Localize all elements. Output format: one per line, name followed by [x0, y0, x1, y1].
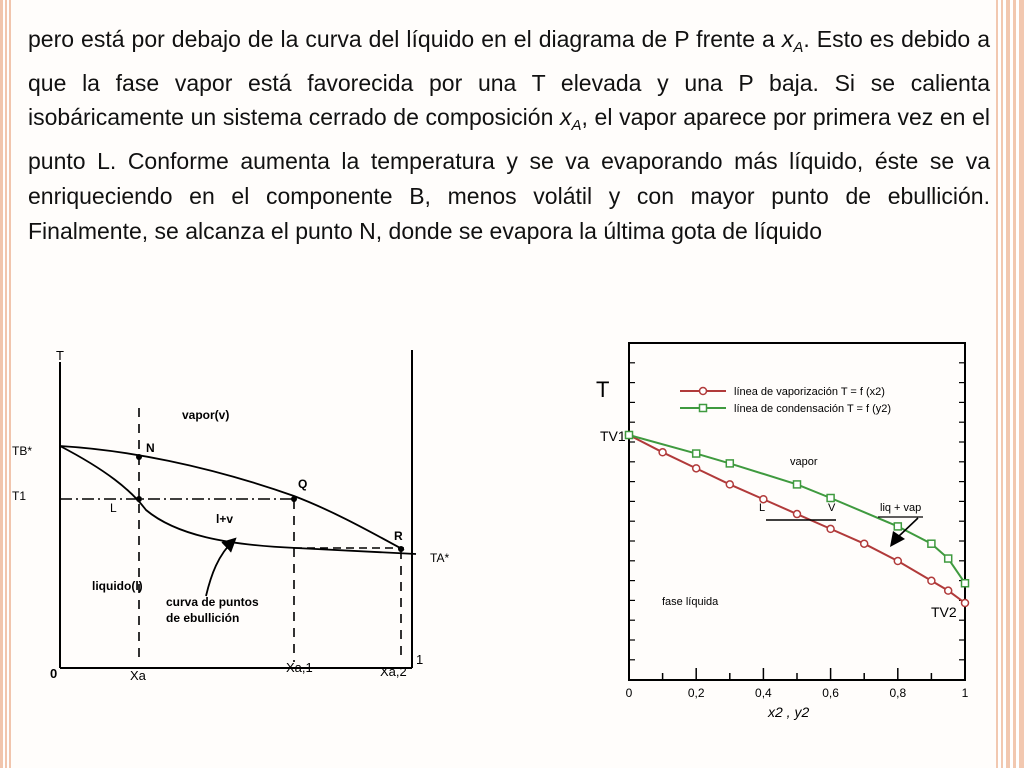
legend-marker-cond [700, 405, 707, 412]
composition-symbol: $x_A$ [781, 26, 804, 56]
data-point [659, 449, 666, 456]
xa1-label: Xa,1 [286, 660, 313, 675]
para-part-1: pero está por debajo de la curva del líquido en el diagrama de P frente a [28, 26, 782, 52]
data-point [861, 540, 868, 547]
l-label: L [759, 502, 766, 514]
y-axis-label: T [56, 348, 64, 363]
point-q [291, 496, 297, 502]
legend-label-cond: línea de condensación T = f (y2) [734, 403, 892, 415]
x-end-label: 1 [416, 652, 424, 667]
x-tick-label: 0,8 [889, 686, 907, 700]
legend-marker-vapor [700, 388, 707, 395]
data-point [726, 460, 733, 467]
para-part-2: . Esto es debido a que la fase vapor está favorecida por una T elevada y una P baja. Si se calienta isobáricamente un sistema cerrado de composición [28, 26, 990, 131]
composition-symbol-2: $x_A$ [560, 104, 582, 135]
caption-line1: curva de puntos [166, 595, 259, 609]
x-tick-label: 0,4 [755, 686, 772, 700]
region-liquid: liquido(l) [92, 579, 143, 593]
xa-label: Xa [130, 668, 146, 683]
data-point [962, 600, 969, 607]
curve-arrow [206, 540, 234, 596]
tv2-label: TV2 [931, 604, 957, 620]
data-point [827, 495, 834, 502]
tb-label: TB* [12, 444, 33, 458]
region-lv: l+v [216, 512, 234, 526]
para-part-3: , el vapor aparece por primera vez en el punto L. Conforme aumenta la temperatura y se va evaporando más líquido, éste se va enriqueciendo en el componente B, menos volátil y con mayor punto de ebullición. Finalmente, se alcanza el punto N, donde se evapora la última gota de líquido [28, 104, 990, 244]
ta-label: TA* [430, 551, 450, 565]
data-point [794, 481, 801, 488]
y-axis-label: T [596, 377, 610, 402]
v-label: V [828, 502, 836, 514]
label-l: L [110, 501, 117, 515]
txy-chart [578, 325, 998, 725]
schematic-phase-diagram [6, 340, 460, 700]
region-vapor: vapor(v) [182, 408, 230, 422]
vapor-label: vapor [790, 456, 818, 468]
xa2-label: Xa,2 [380, 664, 407, 679]
data-point [962, 580, 969, 587]
x-tick-label: 0,2 [687, 686, 705, 700]
body-paragraph [28, 22, 990, 248]
origin-label: 0 [50, 666, 58, 681]
data-point [928, 577, 935, 584]
data-point [894, 558, 901, 565]
label-n: N [146, 441, 155, 455]
data-point [794, 511, 801, 518]
tv1-label: TV1 [600, 428, 626, 444]
data-point [945, 555, 952, 562]
point-l [136, 496, 142, 502]
t1-label: T1 [12, 489, 27, 503]
liquid-label: fase líquida [662, 596, 719, 608]
x-tick-label: 0 [625, 686, 633, 700]
label-q: Q [298, 477, 308, 491]
dew-curve [60, 446, 404, 550]
data-point [693, 465, 700, 472]
liqvap-label: liq + vap [880, 502, 922, 514]
data-point [626, 432, 633, 439]
x-tick-label: 0,6 [822, 686, 839, 700]
data-point [928, 540, 935, 547]
bubble-curve [60, 446, 416, 554]
legend-label-vapor: línea de vaporización T = f (x2) [734, 386, 885, 398]
data-point [894, 523, 901, 530]
caption-line2: de ebullición [166, 611, 240, 625]
x-tick-label: 1 [961, 686, 969, 700]
data-point [726, 481, 733, 488]
data-point [693, 450, 700, 457]
data-point [827, 525, 834, 532]
x-axis-label: x2 , y2 [768, 704, 810, 720]
label-r: R [394, 529, 403, 543]
point-n [136, 454, 142, 460]
point-r [398, 546, 404, 552]
data-point [945, 587, 952, 594]
